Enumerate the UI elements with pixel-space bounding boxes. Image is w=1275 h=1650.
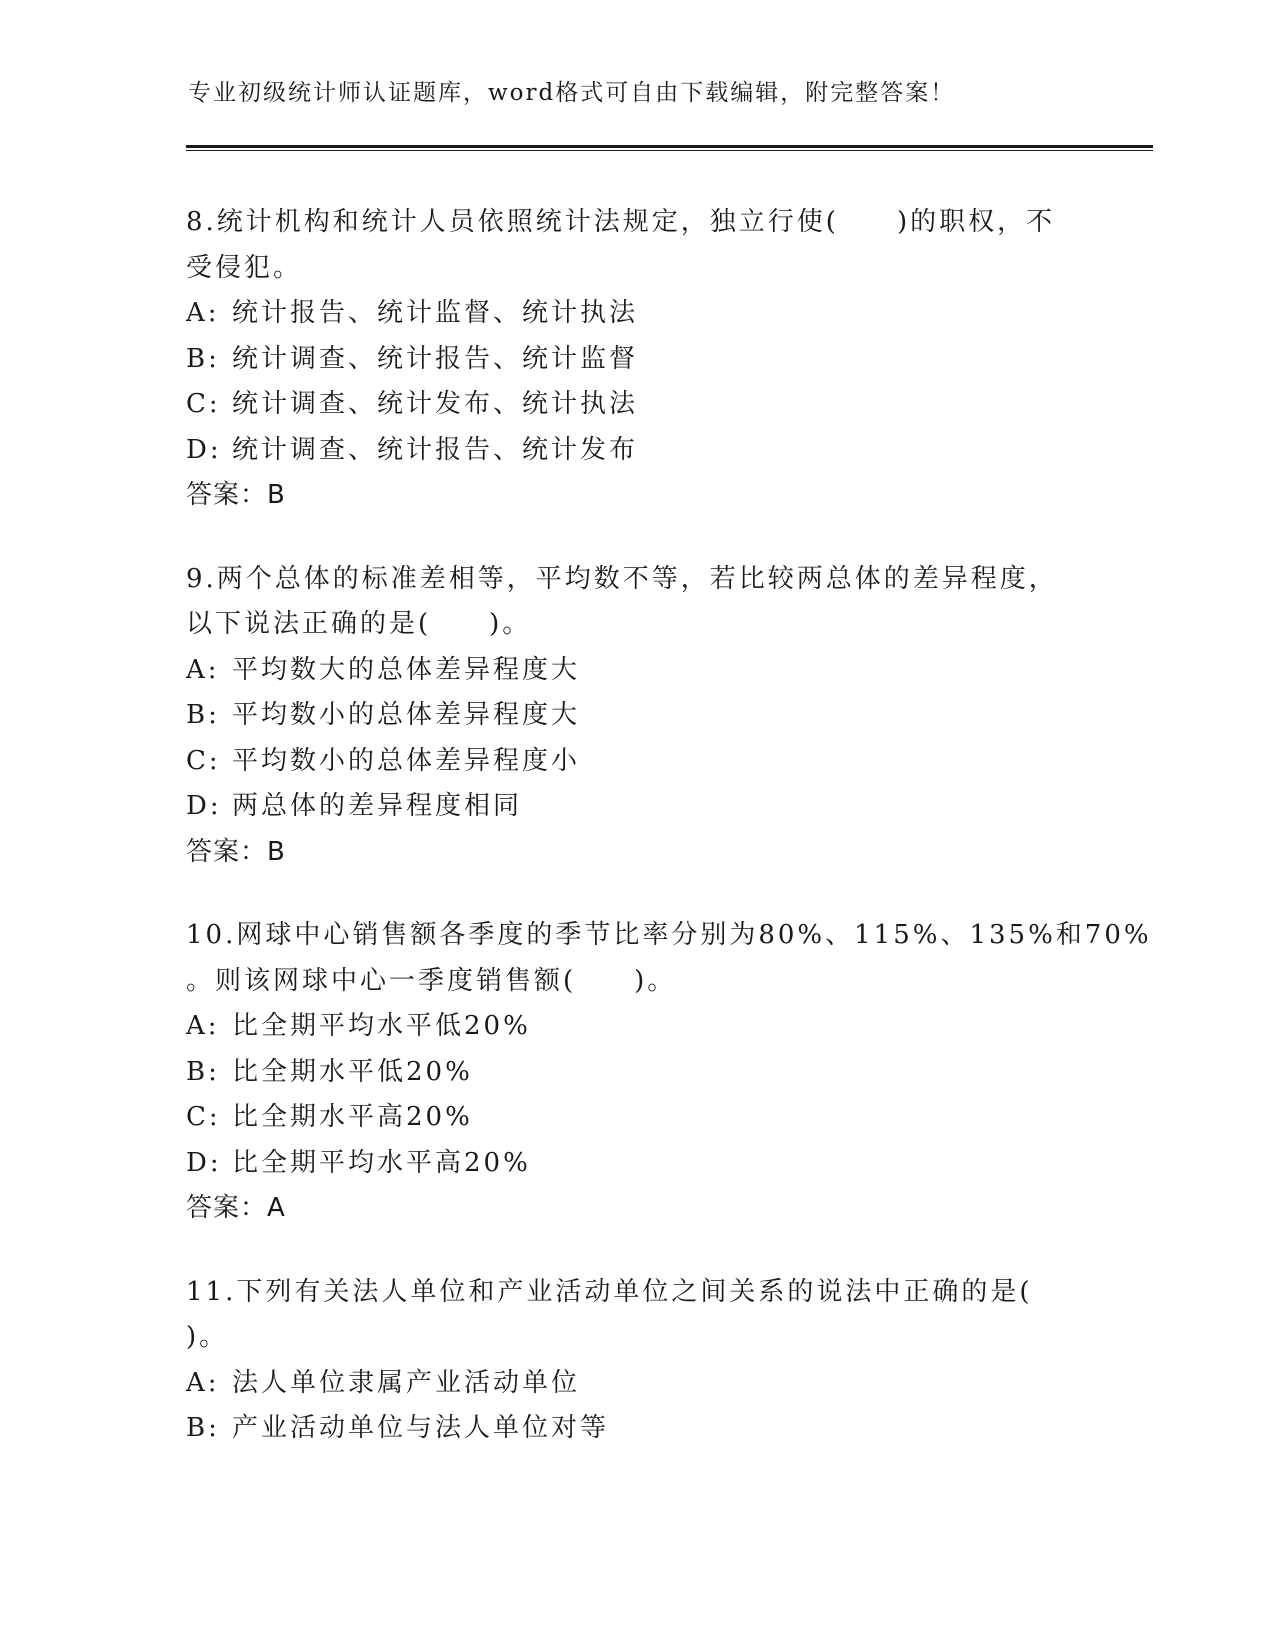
option-letter: D:	[186, 434, 222, 465]
option-text: 平均数大的总体差异程度大	[232, 654, 581, 685]
question-stem-line: 受侵犯。	[186, 252, 303, 283]
option-text: 比全期平均水平高20%	[232, 1147, 531, 1178]
option-letter: B:	[186, 700, 220, 730]
page-header: 专业初级统计师认证题库，word格式可自由下载编辑，附完整答案！	[188, 80, 956, 106]
option-text: 比全期平均水平低20%	[232, 1011, 531, 1041]
option-a	[186, 1004, 1086, 1050]
option-text: 统计调查、统计报告、统计发布	[232, 434, 639, 465]
option-text: 平均数小的总体差异程度小	[232, 745, 581, 776]
option-c	[186, 382, 1086, 428]
answer-line: 答案：B	[186, 480, 286, 510]
option-letter: A:	[186, 298, 220, 328]
question-8	[186, 200, 1086, 519]
option-letter: A:	[186, 1011, 220, 1041]
option-text: 产业活动单位与法人单位对等	[232, 1413, 610, 1443]
question-list	[186, 200, 1152, 1490]
answer-line: 答案：B	[186, 836, 286, 867]
option-letter: A:	[186, 1367, 220, 1398]
question-stem-line: 11.下列有关法人单位和产业活动单位之间关系的说法中正确的是(	[186, 1276, 1033, 1307]
option-b	[186, 337, 1086, 383]
question-stem-line: 。则该网球中心一季度销售额( )。	[186, 965, 677, 996]
option-d	[186, 428, 1086, 474]
option-b	[186, 1050, 1086, 1096]
option-a	[186, 291, 1086, 337]
option-text: 统计报告、统计监督、统计执法	[232, 298, 639, 328]
option-letter: B:	[186, 1056, 220, 1087]
option-letter: C:	[186, 745, 221, 776]
option-text: 平均数小的总体差异程度大	[232, 700, 581, 730]
option-d	[186, 784, 1086, 830]
option-letter: A:	[186, 654, 220, 685]
option-a	[186, 1361, 1086, 1407]
header-divider	[186, 145, 1153, 151]
option-text: 统计调查、统计发布、统计执法	[232, 389, 639, 419]
question-stem-line: 10.网球中心销售额各季度的季节比率分别为80%、115%、135%和70%	[186, 920, 1152, 950]
question-9	[186, 557, 1086, 876]
option-c	[186, 739, 1086, 785]
option-letter: C:	[186, 389, 221, 419]
option-letter: B:	[186, 343, 220, 374]
question-10	[186, 913, 1152, 1232]
answer-line: 答案：A	[186, 1193, 286, 1223]
option-b	[186, 693, 1086, 739]
option-d	[186, 1141, 1086, 1187]
question-stem-line: 9.两个总体的标准差相等，平均数不等，若比较两总体的差异程度，	[186, 563, 1058, 594]
option-letter: D:	[186, 1147, 222, 1178]
question-stem-line: 以下说法正确的是( )。	[186, 609, 532, 639]
option-b	[186, 1406, 1086, 1452]
option-c	[186, 1095, 1086, 1141]
option-letter: D:	[186, 791, 222, 821]
question-11	[186, 1270, 1086, 1452]
option-text: 比全期水平高20%	[232, 1102, 473, 1132]
option-text: 比全期水平低20%	[232, 1056, 473, 1087]
question-stem-line: )。	[186, 1322, 229, 1352]
option-letter: B:	[186, 1413, 220, 1443]
option-text: 法人单位隶属产业活动单位	[232, 1367, 581, 1398]
option-text: 两总体的差异程度相同	[232, 791, 523, 821]
option-letter: C:	[186, 1102, 221, 1132]
question-stem-line: 8.统计机构和统计人员依照统计法规定，独立行使( )的职权，不	[186, 207, 1056, 237]
option-text: 统计调查、统计报告、统计监督	[232, 343, 639, 374]
option-a	[186, 648, 1086, 694]
